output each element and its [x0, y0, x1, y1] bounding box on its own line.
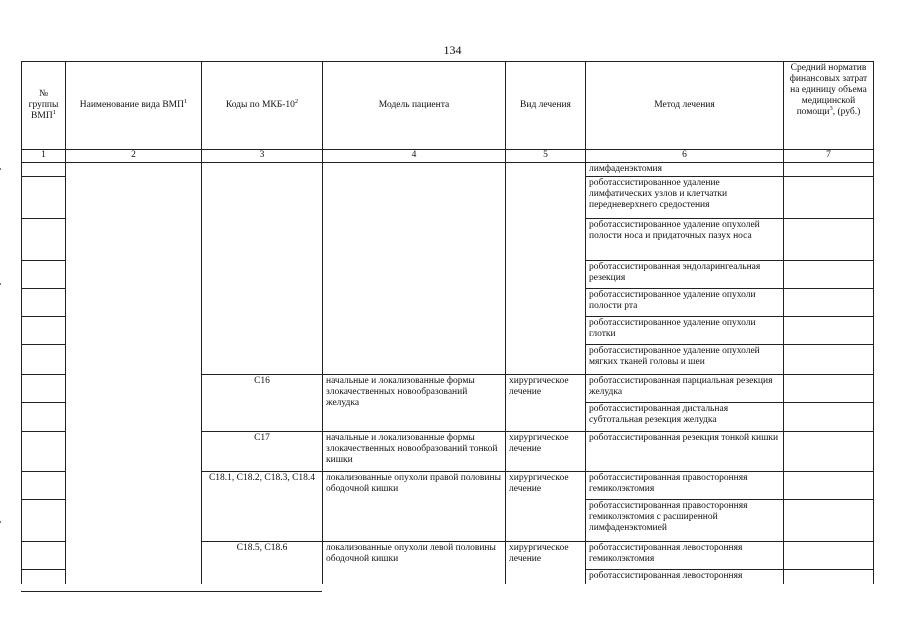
treatment-type-cell: хирургическое лечение — [506, 472, 586, 542]
treatment-type-cell: хирургическое лечение — [506, 432, 586, 472]
group-number-cell — [22, 570, 66, 584]
group-number-cell — [22, 219, 66, 261]
cost-cell — [784, 472, 874, 500]
group-number-cell — [22, 403, 66, 432]
column-number-row — [22, 150, 874, 163]
group-number-cell — [22, 345, 66, 375]
method-cell: роботассистированное удаление лимфатических узлов и клетчатки передневерхнего средостения — [586, 177, 784, 219]
column-number: 6 — [586, 150, 784, 163]
method-cell: роботассистированная левосторонняя гемиколэктомия — [586, 542, 784, 570]
scan-mark — [0, 168, 1, 170]
column-number: 3 — [202, 150, 323, 163]
icd-code-cell: C18.5, C18.6 — [202, 542, 323, 584]
method-cell: роботассистированная левосторонняя — [586, 570, 784, 584]
table-row — [22, 163, 874, 177]
header-patient-model: Модель пациента — [323, 62, 506, 150]
cost-cell — [784, 261, 874, 289]
header-row — [22, 62, 874, 150]
treatment-type-cell — [506, 163, 586, 375]
page-number: 134 — [443, 43, 462, 57]
treatment-type-cell: хирургическое лечение — [506, 375, 586, 432]
group-number-cell — [22, 542, 66, 570]
vmp-table — [21, 61, 874, 584]
cost-cell — [784, 375, 874, 403]
method-cell: роботассистированная эндоларингеальная резекция — [586, 261, 784, 289]
scan-mark — [0, 521, 1, 523]
header-icd-codes: Коды по МКБ-$10^2$ — [202, 62, 323, 150]
method-cell: роботассистированная правосторонняя гемиколэктомия — [586, 472, 784, 500]
column-number: 2 — [66, 150, 202, 163]
cost-cell — [784, 403, 874, 432]
group-number-cell — [22, 163, 66, 177]
vmp-name-cell — [66, 163, 202, 584]
group-number-cell — [22, 317, 66, 345]
scan-mark — [0, 283, 1, 285]
icd-code-cell: C16 — [202, 375, 323, 432]
header-financial-norm: Средний норматив финансовых затрат на единицу объема медицинской помощи$^3$, (руб.) — [784, 62, 874, 150]
group-number-cell — [22, 472, 66, 500]
method-cell: роботассистированная резекция тонкой кишки — [586, 432, 784, 472]
group-number-cell — [22, 261, 66, 289]
cost-cell — [784, 432, 874, 472]
bottom-rule — [21, 591, 322, 592]
patient-model-cell: начальные и локализованные формы злокачественных новообразований желудка — [323, 375, 506, 432]
cost-cell — [784, 542, 874, 570]
patient-model-cell — [323, 163, 506, 375]
method-cell: роботассистированная дистальная субтотальная резекция желудка — [586, 403, 784, 432]
cost-cell — [784, 317, 874, 345]
header-treatment-type: Вид лечения — [506, 62, 586, 150]
method-cell: роботассистированная парциальная резекция желудка — [586, 375, 784, 403]
column-number: 1 — [22, 150, 66, 163]
column-number: 5 — [506, 150, 586, 163]
cost-cell — [784, 500, 874, 542]
group-number-cell — [22, 432, 66, 472]
header-group-number: № группы ВМП$^1$ — [22, 62, 66, 150]
patient-model-cell: локализованные опухоли левой половины ободочной кишки — [323, 542, 506, 584]
cost-cell — [784, 219, 874, 261]
method-cell: роботассистированное удаление опухолей полости носа и придаточных пазух носа — [586, 219, 784, 261]
method-cell: роботассистированное удаление опухолей мягких тканей головы и шеи — [586, 345, 784, 375]
header-vmp-name: Наименование вида ВМП$^1$ — [66, 62, 202, 150]
patient-model-cell: локализованные опухоли правой половины ободочной кишки — [323, 472, 506, 542]
cost-cell — [784, 163, 874, 177]
group-number-cell — [22, 289, 66, 317]
treatment-type-cell: хирургическое лечение — [506, 542, 586, 584]
column-number: 7 — [784, 150, 874, 163]
icd-code-cell — [202, 163, 323, 375]
cost-cell — [784, 570, 874, 584]
method-cell: роботассистированное удаление опухоли полости рта — [586, 289, 784, 317]
group-number-cell — [22, 500, 66, 542]
patient-model-cell: начальные и локализованные формы злокачественных новообразований тонкой кишки — [323, 432, 506, 472]
group-number-cell — [22, 375, 66, 403]
method-cell: роботассистированная правосторонняя гемиколэктомия с расширенной лимфаденэктомией — [586, 500, 784, 542]
icd-code-cell: C18.1, C18.2, C18.3, C18.4 — [202, 472, 323, 542]
group-number-cell — [22, 177, 66, 219]
header-treatment-method: Метод лечения — [586, 62, 784, 150]
icd-code-cell: C17 — [202, 432, 323, 472]
column-number: 4 — [323, 150, 506, 163]
cost-cell — [784, 289, 874, 317]
cost-cell — [784, 345, 874, 375]
cost-cell — [784, 177, 874, 219]
method-cell: лимфаденэктомия — [586, 163, 784, 177]
method-cell: роботассистированное удаление опухоли глотки — [586, 317, 784, 345]
